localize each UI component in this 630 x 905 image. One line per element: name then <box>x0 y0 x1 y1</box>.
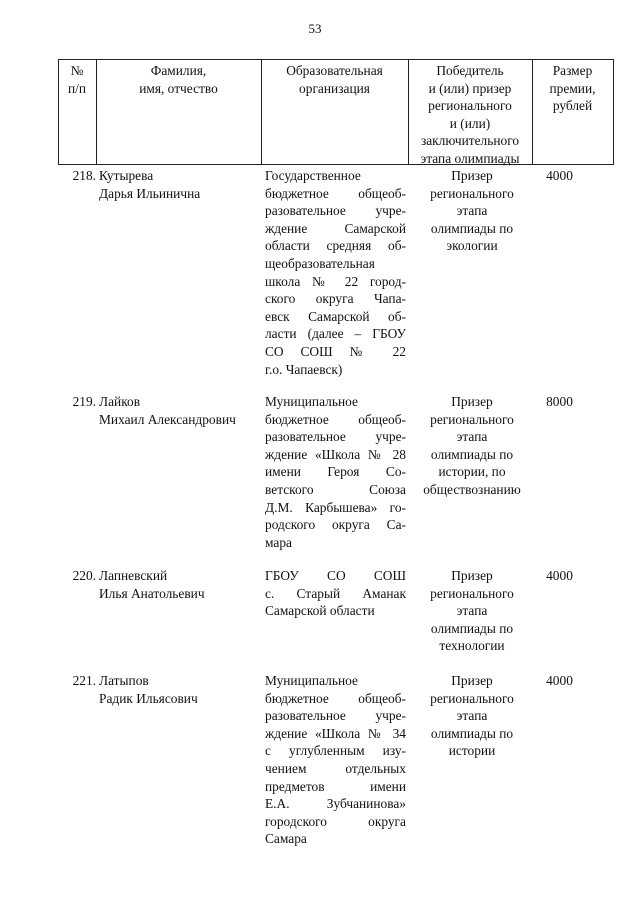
winner-line: Призер <box>451 394 493 409</box>
org-line: родского округа Са- <box>265 517 406 533</box>
org-line: СО СОШ № 22 <box>265 343 406 359</box>
header-col-name <box>96 62 261 97</box>
row-number: 218. <box>72 168 96 183</box>
student-name <box>99 567 264 602</box>
winner-line: Призер <box>451 168 493 183</box>
header-col-winner <box>408 62 532 168</box>
org-line: разовательное учре- <box>265 708 406 724</box>
header-text: премии, <box>549 80 596 96</box>
page-number: 53 <box>308 21 322 36</box>
winner-line: обществознанию <box>423 481 521 497</box>
winner-line: олимпиады по <box>430 620 514 636</box>
winner-line: регионального <box>430 185 514 201</box>
org-line: ветского Союза <box>265 481 406 497</box>
winner-line: этапа <box>456 429 488 445</box>
org-line: бюджетное общеоб- <box>265 411 406 427</box>
prize-amount: 4000 <box>546 568 573 583</box>
winner-line: Призер <box>451 568 493 583</box>
student-name <box>99 167 264 202</box>
organization <box>265 167 406 378</box>
header-top-border <box>58 59 614 60</box>
header-text: регионального <box>428 98 512 114</box>
header-text: заключительного <box>420 133 520 149</box>
row-number: 220. <box>72 568 96 583</box>
winner-line: олимпиады по <box>430 446 514 462</box>
organization <box>265 393 406 551</box>
org-line: щеобразовательная <box>265 255 375 271</box>
org-line: Муниципальное <box>265 394 358 409</box>
org-line: ждение «Школа № 28 <box>265 446 406 462</box>
org-line: ласти (далее – ГБОУ <box>265 326 406 342</box>
student-name <box>99 393 264 428</box>
winner-line: этапа <box>456 203 488 219</box>
name-line: Радик Ильясович <box>99 690 198 706</box>
name-line: Михаил Александрович <box>99 411 236 427</box>
header-col-prize <box>532 62 613 115</box>
winner-line: регионального <box>430 585 514 601</box>
winner-line: технологии <box>439 638 505 654</box>
winner-line: олимпиады по <box>430 725 514 741</box>
name-line: Дарья Ильинична <box>99 185 201 201</box>
winner-line: регионального <box>430 411 514 427</box>
org-line: имени Героя Со- <box>265 464 406 480</box>
name-line: Лайков <box>99 394 141 409</box>
org-line: с. Старый Аманак <box>265 585 406 601</box>
header-text: этапа олимпиады <box>420 150 520 166</box>
header-text: рублей <box>552 98 593 114</box>
org-line: городского округа <box>265 813 406 829</box>
org-line: разовательное учре- <box>265 429 406 445</box>
row-number: 219. <box>72 394 96 409</box>
name-line: Илья Анатольевич <box>99 585 205 601</box>
org-line: бюджетное общеоб- <box>265 690 406 706</box>
header-text: организация <box>299 80 370 96</box>
name-line: Кутырева <box>99 168 154 183</box>
org-line: разовательное учре- <box>265 203 406 219</box>
winner-line: этапа <box>456 603 488 619</box>
organization <box>265 567 406 620</box>
header-text: и (или) <box>449 115 491 131</box>
org-line: евск Самарской об- <box>265 308 406 324</box>
org-line: Муниципальное <box>265 673 358 688</box>
winner-line: олимпиады по <box>430 220 514 236</box>
header-text: Образовательная <box>286 63 383 78</box>
header-text: Размер <box>552 63 593 78</box>
header-text: имя, отчество <box>139 80 218 96</box>
header-text: Фамилия, <box>150 63 207 78</box>
prize-amount: 8000 <box>546 394 573 409</box>
org-line: Д.М. Карбышева» го- <box>265 499 406 515</box>
header-text: и (или) призер <box>428 80 512 96</box>
name-line: Лапневский <box>99 568 168 583</box>
org-line: Государственное <box>265 168 361 183</box>
row-number: 221. <box>72 673 96 688</box>
header-text: п/п <box>67 80 87 96</box>
table-header <box>58 59 614 165</box>
winner-status <box>412 672 532 760</box>
winner-line: истории <box>448 743 496 759</box>
winner-status <box>412 393 532 499</box>
header-divider <box>613 59 614 165</box>
winner-line: регионального <box>430 690 514 706</box>
winner-status <box>412 567 532 655</box>
prize-amount: 4000 <box>546 673 573 688</box>
org-line: г.о. Чапаевск) <box>265 361 343 377</box>
winner-line: экологии <box>446 238 498 254</box>
org-line: бюджетное общеоб- <box>265 185 406 201</box>
header-text: Победитель <box>436 63 504 78</box>
org-line: с углубленным изу- <box>265 743 406 759</box>
organization <box>265 672 406 848</box>
org-line: ского округа Чапа- <box>265 291 406 307</box>
name-line: Латыпов <box>99 673 149 688</box>
winner-line: истории, по <box>438 464 506 480</box>
winner-status <box>412 167 532 255</box>
org-line: Самарской области <box>265 603 375 619</box>
student-name <box>99 672 264 707</box>
org-line: Самара <box>265 831 307 847</box>
org-line: школа № 22 город- <box>265 273 406 289</box>
org-line: ГБОУ СО СОШ <box>265 568 406 583</box>
org-line: предметов имени <box>265 778 406 794</box>
org-line: ждение Самарской <box>265 220 406 236</box>
org-line: мара <box>265 534 292 550</box>
org-line: Е.А. Зубчанинова» <box>265 796 406 812</box>
org-line: области средняя об- <box>265 238 406 254</box>
header-col-number <box>58 62 96 97</box>
winner-line: этапа <box>456 708 488 724</box>
org-line: ждение «Школа № 34 <box>265 725 406 741</box>
winner-line: Призер <box>451 673 493 688</box>
prize-amount: 4000 <box>546 168 573 183</box>
org-line: чением отдельных <box>265 760 406 776</box>
header-col-organization <box>261 62 408 97</box>
header-text: № <box>70 63 84 78</box>
